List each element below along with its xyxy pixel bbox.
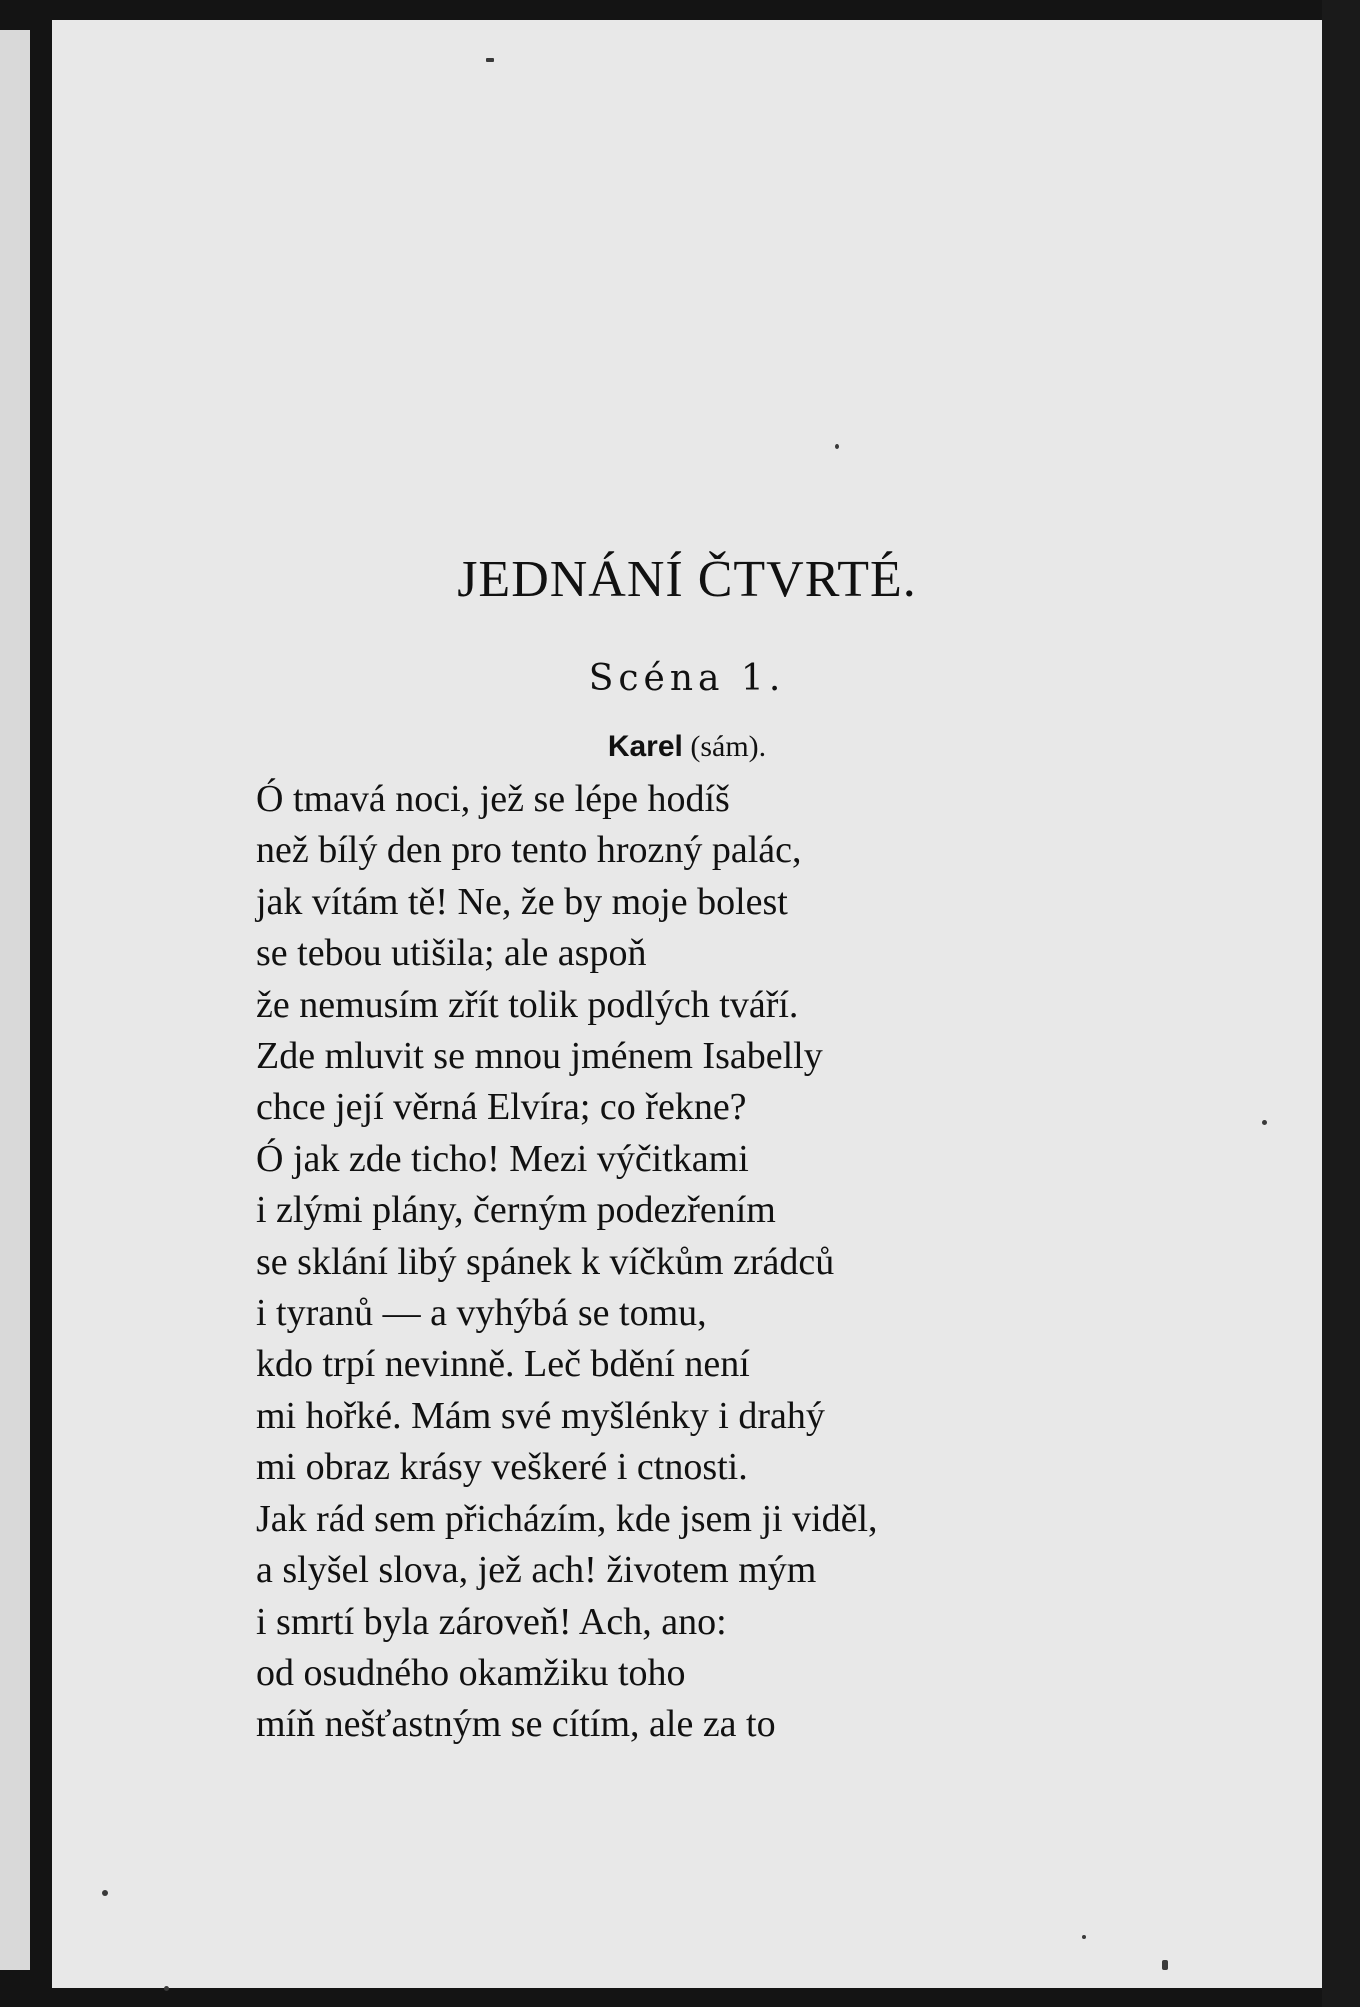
verse-block xyxy=(256,774,878,1751)
verse-line: že nemusím zřít tolik podlých tváří. xyxy=(256,983,799,1026)
speaker-heading xyxy=(52,730,1322,764)
stage-direction: (sám). xyxy=(690,730,767,763)
verse-line: i smrtí byla zároveň! Ach, ano: xyxy=(256,1600,727,1643)
verse-line: kdo trpí nevinně. Leč bdění není xyxy=(256,1343,750,1386)
scene-title: Scéna 1. xyxy=(588,658,786,699)
verse-line: se sklání libý spánek k víčkům zrádců xyxy=(256,1240,835,1283)
dust-speck xyxy=(102,1890,108,1896)
book-binding-edge xyxy=(1322,0,1360,2007)
adjacent-page-edge xyxy=(0,30,30,1970)
book-page xyxy=(52,20,1322,1988)
verse-line: míň nešťastným se cítím, ale za to xyxy=(256,1703,776,1746)
verse-line: a slyšel slova, jež ach! životem mým xyxy=(256,1549,817,1592)
dust-speck xyxy=(1262,1120,1267,1125)
dust-speck xyxy=(835,444,839,449)
dust-speck xyxy=(1162,1960,1168,1970)
speaker-name: Karel xyxy=(607,730,683,763)
verse-line: jak vítám tě! Ne, že by moje bolest xyxy=(256,880,788,923)
verse-line: chce její věrná Elvíra; co řekne? xyxy=(256,1086,747,1129)
verse-line: než bílý den pro tento hrozný palác, xyxy=(256,829,802,872)
verse-line: Jak rád sem přicházím, kde jsem ji viděl, xyxy=(256,1497,878,1540)
verse-line: i zlými plány, černým podezřením xyxy=(256,1189,776,1232)
verse-line: od osudného okamžiku toho xyxy=(256,1651,686,1694)
verse-line: mi hořké. Mám své myšlénky i drahý xyxy=(256,1394,825,1437)
verse-line: Ó tmavá noci, jež se lépe hodíš xyxy=(256,778,730,820)
verse-line: Ó jak zde ticho! Mezi výčitkami xyxy=(256,1137,749,1180)
verse-line: Zde mluvit se mnou jménem Isabelly xyxy=(256,1035,823,1078)
verse-line: se tebou utišila; ale aspoň xyxy=(256,932,647,975)
dust-speck xyxy=(164,1986,169,1991)
verse-line: i tyranů — a vyhýbá se tomu, xyxy=(256,1292,707,1335)
verse-line: mi obraz krásy veškeré i ctnosti. xyxy=(256,1446,748,1489)
act-title: JEDNÁNÍ ČTVRTÉ. xyxy=(457,551,917,608)
dust-speck xyxy=(486,58,494,62)
dust-speck xyxy=(1082,1935,1086,1939)
